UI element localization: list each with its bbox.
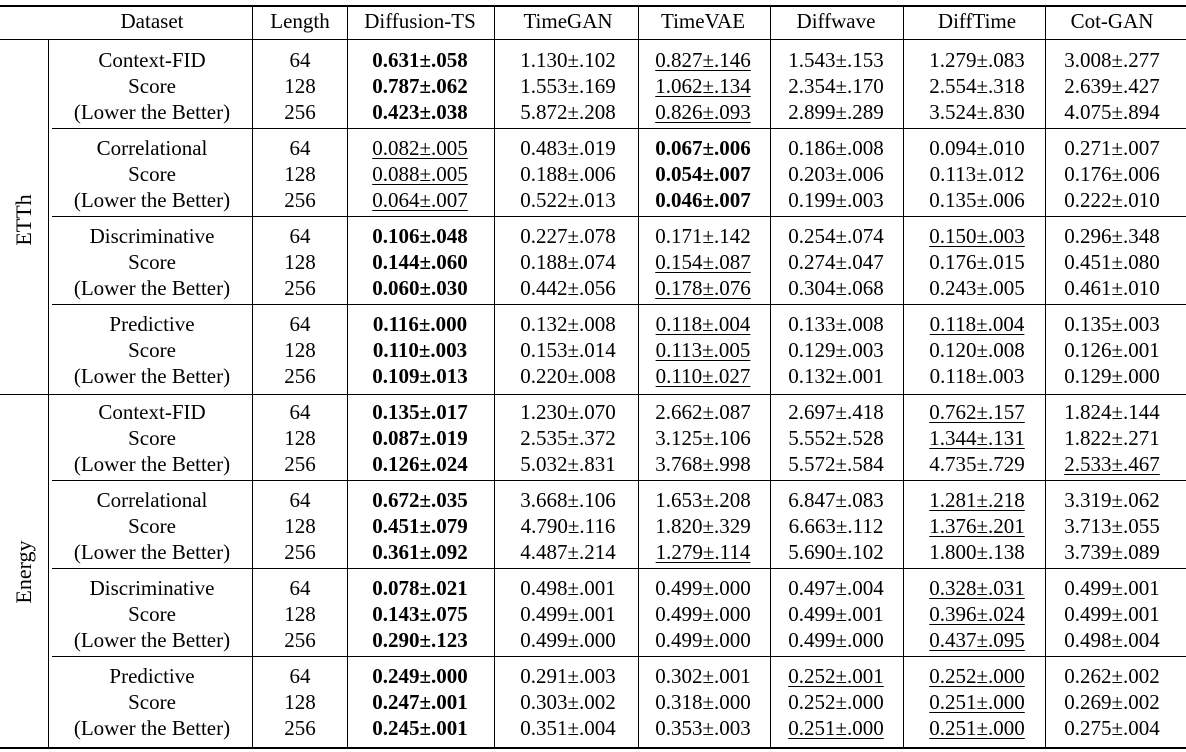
value-cell: 0.176±.015: [929, 250, 1025, 274]
value-cell: 0.106±.048: [372, 224, 468, 248]
value-cell: 0.113±.012: [929, 162, 1025, 186]
length-cell: 256: [284, 276, 316, 300]
value-cell: 1.130±.102: [520, 48, 616, 72]
value-cell: 0.109±.013: [372, 364, 468, 388]
value-cell: 0.442±.056: [520, 276, 616, 300]
value-cell: 0.129±.000: [1064, 364, 1160, 388]
value-cell: 4.487±.214: [520, 540, 616, 564]
value-cell: 0.251±.000: [788, 716, 884, 740]
value-cell: 0.132±.008: [520, 312, 616, 336]
length-cell: 64: [289, 48, 311, 72]
metric-label: (Lower the Better): [73, 628, 231, 652]
column-header-diffusion-ts: Diffusion-TS: [364, 9, 476, 33]
metric-label: (Lower the Better): [73, 716, 231, 740]
value-cell: 0.186±.008: [788, 136, 884, 160]
value-cell: 0.188±.006: [520, 162, 616, 186]
metric-label: (Lower the Better): [73, 364, 231, 388]
length-cell: 128: [284, 690, 316, 714]
column-header-cot-gan: Cot-GAN: [1070, 9, 1154, 33]
value-cell: 1.800±.138: [929, 540, 1025, 564]
length-cell: 128: [284, 602, 316, 626]
metric-block-rule: [52, 304, 1186, 305]
value-cell: 0.060±.030: [372, 276, 468, 300]
value-cell: 2.639±.427: [1064, 74, 1160, 98]
value-cell: 0.247±.001: [372, 690, 468, 714]
value-cell: 0.110±.003: [372, 338, 468, 362]
value-cell: 0.087±.019: [372, 426, 468, 450]
length-cell: 128: [284, 426, 316, 450]
value-cell: 1.376±.201: [929, 514, 1025, 538]
bottom-rule: [0, 747, 1186, 749]
metric-label: Score: [128, 338, 176, 362]
value-cell: 0.153±.014: [520, 338, 616, 362]
value-cell: 0.171±.142: [655, 224, 751, 248]
value-cell: 2.662±.087: [655, 400, 751, 424]
metric-label: (Lower the Better): [73, 100, 231, 124]
header-rule: [0, 39, 1186, 40]
group-label-energy: Energy: [11, 540, 36, 604]
value-cell: 0.126±.001: [1064, 338, 1160, 362]
value-cell: 0.067±.006: [655, 136, 751, 160]
length-cell: 128: [284, 162, 316, 186]
value-cell: 0.126±.024: [372, 452, 468, 476]
value-cell: 5.872±.208: [520, 100, 616, 124]
length-cell: 256: [284, 100, 316, 124]
value-cell: 0.154±.087: [655, 250, 751, 274]
value-cell: 5.690±.102: [788, 540, 884, 564]
metric-label: Context-FID: [98, 400, 206, 424]
column-header-timegan: TimeGAN: [523, 9, 613, 33]
value-cell: 0.303±.002: [520, 690, 616, 714]
value-cell: 6.847±.083: [788, 488, 884, 512]
value-cell: 0.143±.075: [372, 602, 468, 626]
value-cell: 0.423±.038: [372, 100, 468, 124]
value-cell: 0.328±.031: [929, 576, 1025, 600]
value-cell: 3.768±.998: [655, 452, 751, 476]
value-cell: 4.735±.729: [929, 452, 1025, 476]
metric-label: Score: [128, 426, 176, 450]
length-cell: 256: [284, 540, 316, 564]
value-cell: 0.054±.007: [655, 162, 751, 186]
metric-label: Context-FID: [98, 48, 206, 72]
value-cell: 0.483±.019: [520, 136, 616, 160]
value-cell: 0.262±.002: [1064, 664, 1160, 688]
length-cell: 256: [284, 364, 316, 388]
metric-label: Predictive: [109, 664, 195, 688]
value-cell: 0.302±.001: [655, 664, 751, 688]
length-cell: 128: [284, 338, 316, 362]
value-cell: 0.046±.007: [655, 188, 751, 212]
value-cell: 0.271±.007: [1064, 136, 1160, 160]
value-cell: 0.135±.003: [1064, 312, 1160, 336]
value-cell: 4.075±.894: [1064, 100, 1160, 124]
value-cell: 2.533±.467: [1064, 452, 1160, 476]
value-cell: 0.118±.003: [929, 364, 1025, 388]
length-cell: 64: [289, 664, 311, 688]
value-cell: 0.118±.004: [655, 312, 751, 336]
value-cell: 1.230±.070: [520, 400, 616, 424]
value-cell: 0.827±.146: [655, 48, 751, 72]
value-cell: 3.739±.089: [1064, 540, 1160, 564]
value-cell: 0.351±.004: [520, 716, 616, 740]
value-cell: 0.762±.157: [929, 400, 1025, 424]
value-cell: 0.078±.021: [372, 576, 468, 600]
metric-label: (Lower the Better): [73, 540, 231, 564]
value-cell: 0.129±.003: [788, 338, 884, 362]
column-header-timevae: TimeVAE: [660, 9, 746, 33]
metric-label: (Lower the Better): [73, 276, 231, 300]
length-cell: 64: [289, 576, 311, 600]
value-cell: 0.499±.000: [655, 602, 751, 626]
metric-block-rule: [52, 568, 1186, 569]
value-cell: 0.787±.062: [372, 74, 468, 98]
value-cell: 1.344±.131: [929, 426, 1025, 450]
metric-label: Score: [128, 74, 176, 98]
value-cell: 1.281±.218: [929, 488, 1025, 512]
value-cell: 0.275±.004: [1064, 716, 1160, 740]
metric-label: Correlational: [96, 136, 208, 160]
length-cell: 64: [289, 224, 311, 248]
length-cell: 256: [284, 628, 316, 652]
value-cell: 0.304±.068: [788, 276, 884, 300]
metric-block-rule: [52, 128, 1186, 129]
value-cell: 0.088±.005: [372, 162, 468, 186]
value-cell: 1.820±.329: [655, 514, 751, 538]
value-cell: 0.826±.093: [655, 100, 751, 124]
metric-label: Score: [128, 602, 176, 626]
value-cell: 0.499±.001: [788, 602, 884, 626]
value-cell: 0.199±.003: [788, 188, 884, 212]
value-cell: 3.668±.106: [520, 488, 616, 512]
length-cell: 256: [284, 188, 316, 212]
value-cell: 0.631±.058: [372, 48, 468, 72]
value-cell: 0.188±.074: [520, 250, 616, 274]
value-cell: 0.176±.006: [1064, 162, 1160, 186]
value-cell: 0.252±.001: [788, 664, 884, 688]
value-cell: 0.135±.017: [372, 400, 468, 424]
value-cell: 0.499±.000: [655, 576, 751, 600]
value-cell: 1.543±.153: [788, 48, 884, 72]
value-cell: 0.118±.004: [929, 312, 1025, 336]
metric-label: Correlational: [96, 488, 208, 512]
value-cell: 4.790±.116: [520, 514, 616, 538]
value-cell: 0.252±.000: [929, 664, 1025, 688]
metric-label: (Lower the Better): [73, 188, 231, 212]
value-cell: 0.451±.079: [372, 514, 468, 538]
value-cell: 0.227±.078: [520, 224, 616, 248]
value-cell: 0.150±.003: [929, 224, 1025, 248]
length-cell: 64: [289, 488, 311, 512]
value-cell: 3.008±.277: [1064, 48, 1160, 72]
metric-label: (Lower the Better): [73, 452, 231, 476]
value-cell: 0.318±.000: [655, 690, 751, 714]
value-cell: 0.178±.076: [655, 276, 751, 300]
value-cell: 0.252±.000: [788, 690, 884, 714]
column-header-diffwave: Diffwave: [796, 9, 876, 33]
value-cell: 0.522±.013: [520, 188, 616, 212]
group-divider-rule: [0, 394, 1186, 395]
metric-block-rule: [52, 216, 1186, 217]
value-cell: 3.524±.830: [929, 100, 1025, 124]
value-cell: 0.290±.123: [372, 628, 468, 652]
length-cell: 128: [284, 74, 316, 98]
value-cell: 0.499±.001: [1064, 576, 1160, 600]
value-cell: 1.822±.271: [1064, 426, 1160, 450]
value-cell: 1.653±.208: [655, 488, 751, 512]
value-cell: 0.461±.010: [1064, 276, 1160, 300]
value-cell: 0.437±.095: [929, 628, 1025, 652]
value-cell: 0.249±.000: [372, 664, 468, 688]
metric-block-rule: [52, 480, 1186, 481]
value-cell: 0.251±.000: [929, 716, 1025, 740]
length-cell: 256: [284, 716, 316, 740]
value-cell: 5.552±.528: [788, 426, 884, 450]
value-cell: 2.535±.372: [520, 426, 616, 450]
value-cell: 0.498±.004: [1064, 628, 1160, 652]
value-cell: 1.279±.083: [929, 48, 1025, 72]
metric-label: Discriminative: [89, 576, 215, 600]
value-cell: 0.243±.005: [929, 276, 1025, 300]
value-cell: 2.899±.289: [788, 100, 884, 124]
value-cell: 5.032±.831: [520, 452, 616, 476]
length-cell: 128: [284, 250, 316, 274]
group-divider-left: [48, 40, 49, 747]
value-cell: 0.451±.080: [1064, 250, 1160, 274]
value-cell: 1.062±.134: [655, 74, 751, 98]
metric-label: Score: [128, 690, 176, 714]
value-cell: 0.672±.035: [372, 488, 468, 512]
value-cell: 6.663±.112: [788, 514, 884, 538]
value-cell: 0.499±.000: [655, 628, 751, 652]
value-cell: 0.274±.047: [788, 250, 884, 274]
metric-block-rule: [52, 656, 1186, 657]
value-cell: 0.222±.010: [1064, 188, 1160, 212]
value-cell: 0.499±.001: [1064, 602, 1160, 626]
value-cell: 2.697±.418: [788, 400, 884, 424]
value-cell: 1.553±.169: [520, 74, 616, 98]
value-cell: 0.064±.007: [372, 188, 468, 212]
value-cell: 0.291±.003: [520, 664, 616, 688]
value-cell: 0.269±.002: [1064, 690, 1160, 714]
column-header-difftime: DiffTime: [937, 9, 1017, 33]
value-cell: 0.498±.001: [520, 576, 616, 600]
value-cell: 0.499±.001: [520, 602, 616, 626]
metric-label: Discriminative: [89, 224, 215, 248]
length-cell: 256: [284, 452, 316, 476]
value-cell: 0.116±.000: [372, 312, 468, 336]
value-cell: 0.113±.005: [655, 338, 751, 362]
column-header-dataset: Dataset: [120, 9, 184, 33]
value-cell: 0.396±.024: [929, 602, 1025, 626]
length-cell: 64: [289, 312, 311, 336]
length-cell: 64: [289, 136, 311, 160]
value-cell: 1.824±.144: [1064, 400, 1160, 424]
top-rule: [0, 5, 1186, 7]
value-cell: 0.203±.006: [788, 162, 884, 186]
value-cell: 0.133±.008: [788, 312, 884, 336]
value-cell: 0.361±.092: [372, 540, 468, 564]
value-cell: 0.144±.060: [372, 250, 468, 274]
group-label-etth: ETTh: [11, 194, 36, 246]
value-cell: 0.132±.001: [788, 364, 884, 388]
value-cell: 0.499±.000: [520, 628, 616, 652]
value-cell: 2.554±.318: [929, 74, 1025, 98]
length-cell: 128: [284, 514, 316, 538]
value-cell: 0.254±.074: [788, 224, 884, 248]
value-cell: 0.497±.004: [788, 576, 884, 600]
value-cell: 5.572±.584: [788, 452, 884, 476]
column-header-length: Length: [270, 9, 330, 33]
value-cell: 1.279±.114: [655, 540, 751, 564]
metric-label: Predictive: [109, 312, 195, 336]
value-cell: 0.120±.008: [929, 338, 1025, 362]
metric-label: Score: [128, 162, 176, 186]
value-cell: 3.713±.055: [1064, 514, 1160, 538]
value-cell: 0.296±.348: [1064, 224, 1160, 248]
value-cell: 3.319±.062: [1064, 488, 1160, 512]
value-cell: 0.499±.000: [788, 628, 884, 652]
metric-label: Score: [128, 514, 176, 538]
value-cell: 0.353±.003: [655, 716, 751, 740]
value-cell: 0.094±.010: [929, 136, 1025, 160]
value-cell: 0.245±.001: [372, 716, 468, 740]
value-cell: 0.110±.027: [655, 364, 751, 388]
value-cell: 2.354±.170: [788, 74, 884, 98]
value-cell: 0.220±.008: [520, 364, 616, 388]
value-cell: 3.125±.106: [655, 426, 751, 450]
value-cell: 0.251±.000: [929, 690, 1025, 714]
value-cell: 0.082±.005: [372, 136, 468, 160]
length-cell: 64: [289, 400, 311, 424]
metric-label: Score: [128, 250, 176, 274]
value-cell: 0.135±.006: [929, 188, 1025, 212]
